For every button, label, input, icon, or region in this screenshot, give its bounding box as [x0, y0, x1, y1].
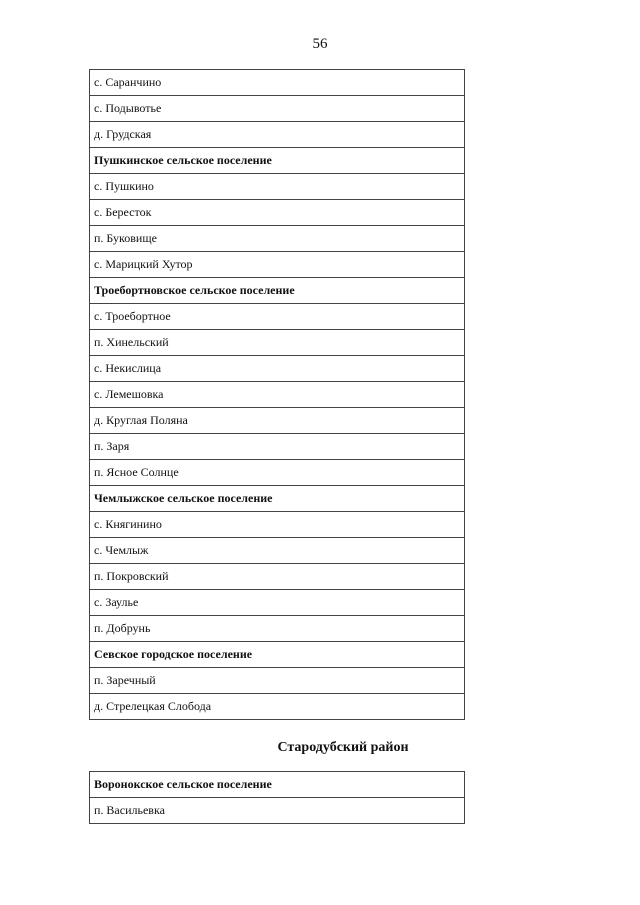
settlement-row — [90, 252, 465, 278]
settlement-group-row — [90, 642, 465, 668]
settlement-name: п. Заречный — [90, 668, 465, 694]
settlement-row — [90, 798, 465, 824]
settlement-name: с. Бересток — [90, 200, 465, 226]
page-number: 56 — [312, 36, 328, 52]
settlement-name: п. Васильевка — [90, 798, 465, 824]
settlement-group-row — [90, 772, 465, 798]
district-settlements-table — [89, 771, 465, 824]
settlement-row — [90, 668, 465, 694]
settlement-name: с. Чемлыж — [90, 538, 465, 564]
settlement-name: д. Круглая Поляна — [90, 408, 465, 434]
settlements-table — [89, 69, 465, 720]
settlement-row — [90, 330, 465, 356]
settlement-row — [90, 356, 465, 382]
settlement-row — [90, 122, 465, 148]
settlement-name: с. Заулье — [90, 590, 465, 616]
settlement-row — [90, 564, 465, 590]
settlement-name: с. Саранчино — [90, 70, 465, 96]
settlement-name: п. Хинельский — [90, 330, 465, 356]
settlement-row — [90, 70, 465, 96]
settlement-name: п. Буковище — [90, 226, 465, 252]
settlement-group-name: Воронокское сельское поселение — [90, 772, 465, 798]
settlement-row — [90, 174, 465, 200]
settlement-name: с. Лемешовка — [90, 382, 465, 408]
settlement-row — [90, 408, 465, 434]
settlement-name: с. Троебортное — [90, 304, 465, 330]
settlement-name: с. Некислица — [90, 356, 465, 382]
settlement-name: п. Покровский — [90, 564, 465, 590]
district-settlements-table-body — [90, 772, 465, 824]
settlement-group-row — [90, 278, 465, 304]
settlement-row — [90, 460, 465, 486]
settlement-name: с. Княгинино — [90, 512, 465, 538]
settlement-row — [90, 226, 465, 252]
settlement-group-row — [90, 148, 465, 174]
settlement-group-name: Троебортновское сельское поселение — [90, 278, 465, 304]
settlements-table-body — [90, 70, 465, 720]
settlement-row — [90, 96, 465, 122]
settlement-name: с. Марицкий Хутор — [90, 252, 465, 278]
settlement-row — [90, 434, 465, 460]
district-heading: Стародубский район — [277, 740, 409, 755]
settlement-name: д. Стрелецкая Слобода — [90, 694, 465, 720]
settlement-name: п. Заря — [90, 434, 465, 460]
settlement-group-row — [90, 486, 465, 512]
settlement-name: с. Подывотье — [90, 96, 465, 122]
settlement-row — [90, 694, 465, 720]
settlement-name: д. Грудская — [90, 122, 465, 148]
settlement-row — [90, 616, 465, 642]
settlement-name: п. Ясное Солнце — [90, 460, 465, 486]
settlement-group-name: Чемлыжское сельское поселение — [90, 486, 465, 512]
settlement-group-name: Пушкинское сельское поселение — [90, 148, 465, 174]
settlement-group-name: Севское городское поселение — [90, 642, 465, 668]
settlement-name: с. Пушкино — [90, 174, 465, 200]
settlement-row — [90, 200, 465, 226]
settlement-name: п. Добрунь — [90, 616, 465, 642]
settlement-row — [90, 538, 465, 564]
settlement-row — [90, 590, 465, 616]
settlement-row — [90, 382, 465, 408]
settlement-row — [90, 304, 465, 330]
settlement-row — [90, 512, 465, 538]
